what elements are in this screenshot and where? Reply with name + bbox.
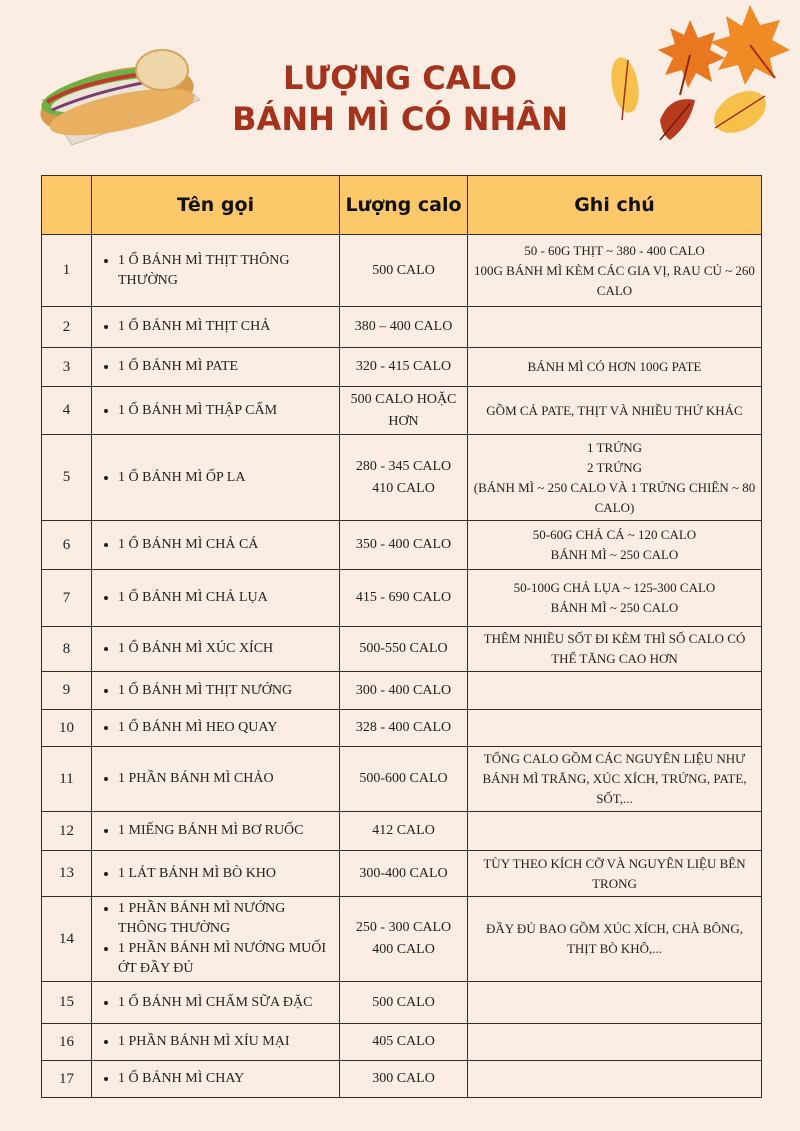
item-name-cell [92, 851, 340, 897]
row-number: 10 [42, 710, 92, 747]
note-cell [468, 570, 762, 627]
item-name-list [98, 864, 335, 884]
calorie-value: 405 CALO [372, 1034, 435, 1049]
note-cell [468, 747, 762, 812]
item-name: • 1 Ổ BÁNH MÌ HEO QUAY [118, 718, 335, 738]
calorie-value: 500 CALO HOẶC HƠN [350, 391, 457, 429]
item-name-list [98, 357, 335, 377]
row-number: 14 [42, 897, 92, 982]
item-name-cell [92, 672, 340, 710]
table-row [42, 435, 762, 521]
table-row [42, 672, 762, 710]
item-name: • 1 PHẦN BÁNH MÌ XÍU MẠI [118, 1032, 335, 1052]
row-number: 5 [42, 435, 92, 521]
calorie-value: 500-550 CALO [359, 641, 448, 656]
calorie-value: 300 CALO [372, 1071, 435, 1086]
note-cell [468, 812, 762, 851]
note-line: 1 TRỨNG [587, 439, 642, 455]
calorie-cell [340, 235, 468, 307]
note-line: TỔNG CALO GỒM CÁC NGUYÊN LIỆU NHƯ BÁNH MÌ TRẮNG, XÚC XÍCH, TRỨNG, PATE, SỐT,... [482, 751, 747, 806]
note-cell [468, 307, 762, 348]
calorie-cell [340, 672, 468, 710]
item-name-cell [92, 1024, 340, 1061]
calorie-value: 410 CALO [372, 480, 435, 496]
row-number: 8 [42, 627, 92, 672]
note-line: THÊM NHIỀU SỐT ĐI KÈM THÌ SỐ CALO CÓ THỂ TĂNG CAO HƠN [483, 631, 746, 666]
table-row [42, 570, 762, 627]
row-number: 7 [42, 570, 92, 627]
item-name-list [98, 468, 335, 488]
item-name-cell [92, 387, 340, 435]
item-name-list [98, 251, 335, 291]
item-name-cell [92, 897, 340, 982]
calorie-value: 250 - 300 CALO [355, 920, 452, 935]
row-number: 13 [42, 851, 92, 897]
item-name: • 1 LÁT BÁNH MÌ BÒ KHO [118, 864, 335, 884]
calorie-value: 500 CALO [372, 994, 435, 1010]
item-name: • 1 Ổ BÁNH MÌ ỐP LA [118, 468, 335, 488]
row-number: 11 [42, 747, 92, 812]
note-cell [468, 672, 762, 710]
note-cell [468, 897, 762, 982]
table-body [42, 235, 762, 1098]
note-cell [468, 235, 762, 307]
table-row [42, 627, 762, 672]
item-name-list [98, 993, 335, 1013]
item-name-list [98, 718, 335, 738]
calorie-cell [340, 710, 468, 747]
row-number: 12 [42, 812, 92, 851]
calorie-cell [340, 307, 468, 348]
row-number: 16 [42, 1024, 92, 1061]
item-name: • 1 MIẾNG BÁNH MÌ BƠ RUỐC [118, 821, 335, 841]
calorie-cell [340, 387, 468, 435]
item-name: • 1 Ổ BÁNH MÌ PATE [118, 357, 335, 377]
row-number: 2 [42, 307, 92, 348]
item-name-cell [92, 521, 340, 570]
header-name: Tên gọi [92, 176, 340, 235]
calorie-table [41, 175, 762, 1098]
item-name-list [98, 821, 335, 841]
note-cell [468, 435, 762, 521]
item-name-cell [92, 1061, 340, 1098]
header-index [42, 176, 92, 235]
note-cell [468, 851, 762, 897]
note-line: 100G BÁNH MÌ KÈM CÁC GIA VỊ, RAU CỦ ~ 260 CALO [474, 262, 755, 298]
calorie-cell [340, 1061, 468, 1098]
note-line: 2 TRỨNG [587, 459, 642, 475]
row-number: 9 [42, 672, 92, 710]
item-name-list [98, 535, 335, 555]
table-row [42, 747, 762, 812]
table-row [42, 235, 762, 307]
row-number: 17 [42, 1061, 92, 1098]
note-line: BÁNH MÌ ~ 250 CALO [550, 600, 679, 615]
table-row [42, 851, 762, 897]
item-name: • 1 Ổ BÁNH MÌ CHAY [118, 1069, 335, 1089]
calorie-cell [340, 851, 468, 897]
table-row [42, 521, 762, 570]
table-row [42, 982, 762, 1024]
calorie-cell [340, 812, 468, 851]
note-line: 50-100G CHẢ LỤA ~ 125-300 CALO [513, 580, 716, 595]
item-name-cell [92, 982, 340, 1024]
calorie-value: 300 - 400 CALO [355, 682, 452, 698]
table-row [42, 348, 762, 387]
note-cell [468, 982, 762, 1024]
calorie-value: 380 – 400 CALO [354, 319, 453, 334]
calorie-cell [340, 1024, 468, 1061]
item-name-cell [92, 348, 340, 387]
note-line: ĐẦY ĐỦ BAO GỒM XÚC XÍCH, CHÀ BÔNG, THỊT BÒ KHÔ,... [486, 921, 743, 956]
item-name-cell [92, 812, 340, 851]
calorie-value: 328 - 400 CALO [355, 720, 452, 735]
calorie-cell [340, 747, 468, 812]
row-number: 1 [42, 235, 92, 307]
item-name-list [98, 681, 335, 701]
page-title [0, 58, 800, 140]
item-name-list [98, 401, 335, 421]
note-cell [468, 1024, 762, 1061]
table-row [42, 897, 762, 982]
note-cell [468, 1061, 762, 1098]
table-row [42, 307, 762, 348]
calorie-value: 500-600 CALO [359, 771, 448, 786]
note-cell [468, 521, 762, 570]
title-line-2: BÁNH MÌ CÓ NHÂN [232, 100, 568, 138]
calorie-value: 412 CALO [372, 823, 435, 838]
row-number: 15 [42, 982, 92, 1024]
calorie-cell [340, 627, 468, 672]
item-name-list [98, 639, 335, 659]
calorie-cell [340, 348, 468, 387]
note-cell [468, 387, 762, 435]
item-name-list [98, 1069, 335, 1089]
calorie-value: 400 CALO [372, 942, 435, 957]
note-line: TÙY THEO KÍCH CỠ VÀ NGUYÊN LIỆU BÊN TRONG [483, 855, 746, 891]
table-row [42, 387, 762, 435]
calorie-value: 280 - 345 CALO [355, 458, 452, 474]
item-name: • 1 PHẦN BÁNH MÌ NƯỚNG MUỐI ỚT ĐẦY ĐỦ [118, 939, 335, 979]
item-name: • 1 Ổ BÁNH MÌ THỊT NƯỚNG [118, 681, 335, 701]
item-name: • 1 Ổ BÁNH MÌ CHẤM SỮA ĐẶC [118, 993, 335, 1013]
item-name: • 1 PHẦN BÁNH MÌ NƯỚNG THÔNG THƯỜNG [118, 899, 335, 939]
table-row [42, 1061, 762, 1098]
calorie-value: 500 CALO [372, 262, 435, 278]
calorie-cell [340, 982, 468, 1024]
row-number: 3 [42, 348, 92, 387]
item-name-cell [92, 570, 340, 627]
note-line: 50 - 60G THỊT ~ 380 - 400 CALO [524, 242, 705, 258]
item-name: • 1 Ổ BÁNH MÌ CHẢ LỤA [118, 588, 335, 608]
item-name: • 1 Ổ BÁNH MÌ THẬP CẨM [118, 401, 335, 421]
table-row [42, 812, 762, 851]
calorie-cell [340, 570, 468, 627]
note-line: BÁNH MÌ CÓ HƠN 100G PATE [527, 359, 702, 374]
table-row [42, 710, 762, 747]
item-name-cell [92, 710, 340, 747]
item-name: • 1 Ổ BÁNH MÌ THỊT THÔNG THƯỜNG [118, 251, 335, 291]
row-number: 6 [42, 521, 92, 570]
item-name: • 1 Ổ BÁNH MÌ XÚC XÍCH [118, 639, 335, 659]
note-line: (BÁNH MÌ ~ 250 CALO VÀ 1 TRỨNG CHIÊN ~ 80 CALO) [473, 479, 756, 515]
row-number: 4 [42, 387, 92, 435]
note-line: GỒM CẢ PATE, THỊT VÀ NHIỀU THỨ KHÁC [486, 402, 743, 418]
note-cell [468, 348, 762, 387]
calorie-value: 415 - 690 CALO [355, 590, 452, 605]
item-name-list [98, 588, 335, 608]
note-cell [468, 710, 762, 747]
table-header-row [42, 176, 762, 235]
item-name-cell [92, 747, 340, 812]
calorie-cell [340, 521, 468, 570]
header-calo: Lượng calo [340, 176, 468, 235]
item-name-list [98, 317, 335, 337]
item-name-list [98, 769, 335, 789]
calorie-value: 300-400 CALO [359, 865, 448, 881]
item-name: • 1 Ổ BÁNH MÌ THỊT CHẢ [118, 317, 335, 337]
calorie-value: 320 - 415 CALO [355, 359, 452, 374]
item-name: • 1 PHẦN BÁNH MÌ CHẢO [118, 769, 335, 789]
item-name: • 1 Ổ BÁNH MÌ CHẢ CÁ [118, 535, 335, 555]
table-row [42, 1024, 762, 1061]
header-note: Ghi chú [468, 176, 762, 235]
calorie-cell [340, 435, 468, 521]
item-name-cell [92, 235, 340, 307]
item-name-cell [92, 435, 340, 521]
title-line-1: LƯỢNG CALO [283, 59, 517, 97]
item-name-cell [92, 627, 340, 672]
calorie-cell [340, 897, 468, 982]
calorie-value: 350 - 400 CALO [355, 537, 452, 552]
item-name-cell [92, 307, 340, 348]
note-line: 50-60G CHẢ CÁ ~ 120 CALO [532, 527, 697, 542]
note-line: BÁNH MÌ ~ 250 CALO [550, 547, 679, 562]
item-name-list [98, 1032, 335, 1052]
item-name-list [98, 899, 335, 979]
note-cell [468, 627, 762, 672]
